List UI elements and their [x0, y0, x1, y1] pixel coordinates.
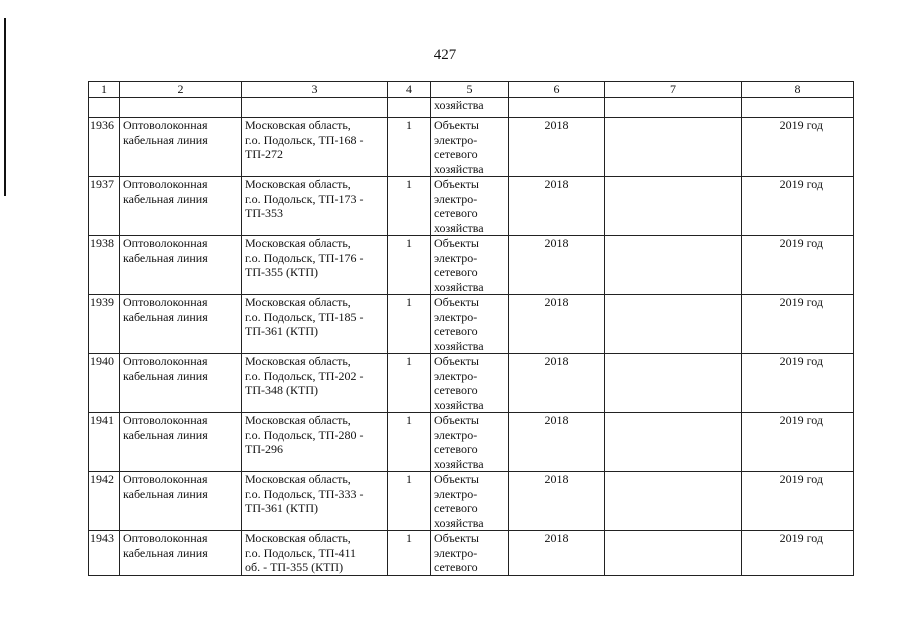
row-number-cell: 1940	[89, 354, 120, 413]
table-row	[89, 118, 854, 177]
object-name-line: кабельная линия	[123, 368, 208, 383]
address-line: ТП-348 (КТП)	[245, 383, 318, 397]
address-cell	[242, 177, 388, 236]
address-line: Московская область,	[245, 295, 351, 309]
continuation-cell-1	[89, 98, 120, 118]
scan-edge-mark	[4, 18, 6, 196]
table-row	[89, 354, 854, 413]
year-cell: 2018	[509, 413, 605, 472]
address-line: Московская область,	[245, 177, 351, 191]
object-name-cell	[120, 413, 242, 472]
address-line: Московская область,	[245, 354, 351, 368]
object-type-line: электро-	[434, 309, 478, 324]
year-cell: 2018	[509, 177, 605, 236]
object-name-line: кабельная линия	[123, 250, 208, 265]
term-cell: 2019 год	[742, 295, 854, 354]
address-line: Московская область,	[245, 413, 351, 427]
object-type-line: сетевого	[434, 265, 478, 279]
quantity-cell: 1	[388, 177, 431, 236]
object-type-cell	[431, 354, 509, 413]
page-number: 427	[433, 47, 457, 63]
address-cell	[242, 236, 388, 295]
object-type-line: хозяйства	[434, 456, 484, 471]
address-line: г.о. Подольск, ТП-411	[245, 545, 356, 560]
quantity-cell: 1	[388, 118, 431, 177]
address-line: г.о. Подольск, ТП-168 -	[245, 132, 364, 147]
object-name-cell	[120, 177, 242, 236]
object-type-line: сетевого	[434, 147, 478, 161]
object-type-line: электро-	[434, 427, 478, 442]
object-name-line: Оптоволоконная	[123, 354, 208, 368]
continuation-cell-4	[388, 98, 431, 118]
object-type-line: хозяйства	[434, 220, 484, 235]
row-number-cell: 1937	[89, 177, 120, 236]
object-name-line: Оптоволоконная	[123, 472, 208, 486]
object-type-line: Объекты	[434, 236, 479, 250]
address-line: об. - ТП-355 (КТП)	[245, 560, 344, 574]
row-number-cell: 1943	[89, 531, 120, 576]
table-row	[89, 177, 854, 236]
column-7-cell	[605, 531, 742, 576]
row-number-cell: 1939	[89, 295, 120, 354]
object-type-line: сетевого	[434, 501, 478, 515]
quantity-cell: 1	[388, 236, 431, 295]
object-name-cell	[120, 472, 242, 531]
term-cell: 2019 год	[742, 472, 854, 531]
address-line: г.о. Подольск, ТП-333 -	[245, 486, 364, 501]
header-cell-1: 1	[89, 82, 120, 98]
address-cell	[242, 295, 388, 354]
year-cell: 2018	[509, 531, 605, 576]
object-type-line: электро-	[434, 545, 478, 560]
address-line: г.о. Подольск, ТП-185 -	[245, 309, 364, 324]
table-row	[89, 413, 854, 472]
header-cell-6: 6	[509, 82, 605, 98]
object-type-cell	[431, 177, 509, 236]
object-name-line: Оптоволоконная	[123, 531, 208, 545]
quantity-cell: 1	[388, 354, 431, 413]
header-row	[89, 82, 854, 98]
column-7-cell	[605, 354, 742, 413]
object-name-cell	[120, 295, 242, 354]
object-name-cell	[120, 236, 242, 295]
continuation-cell-2	[120, 98, 242, 118]
table-row	[89, 472, 854, 531]
term-cell: 2019 год	[742, 354, 854, 413]
object-name-line: кабельная линия	[123, 545, 208, 560]
object-type-line: сетевого	[434, 560, 478, 574]
column-7-cell	[605, 236, 742, 295]
object-type-line: сетевого	[434, 206, 478, 220]
column-7-cell	[605, 177, 742, 236]
object-type-line: электро-	[434, 132, 478, 147]
address-line: ТП-272	[245, 147, 283, 161]
continuation-cell-7	[605, 98, 742, 118]
object-type-line: Объекты	[434, 177, 479, 191]
header-cell-5: 5	[431, 82, 509, 98]
object-name-cell	[120, 531, 242, 576]
address-cell	[242, 472, 388, 531]
address-line: ТП-355 (КТП)	[245, 265, 318, 279]
address-line: Московская область,	[245, 531, 351, 545]
object-type-line: Объекты	[434, 413, 479, 427]
object-type-line: сетевого	[434, 442, 478, 456]
address-line: ТП-296	[245, 442, 283, 456]
object-name-line: кабельная линия	[123, 132, 208, 147]
table-row	[89, 531, 854, 576]
address-cell	[242, 413, 388, 472]
object-type-cell	[431, 118, 509, 177]
row-number-cell: 1936	[89, 118, 120, 177]
column-7-cell	[605, 118, 742, 177]
year-cell: 2018	[509, 295, 605, 354]
object-name-line: Оптоволоконная	[123, 413, 208, 427]
term-cell: 2019 год	[742, 236, 854, 295]
quantity-cell: 1	[388, 413, 431, 472]
quantity-cell: 1	[388, 295, 431, 354]
address-line: г.о. Подольск, ТП-176 -	[245, 250, 364, 265]
object-type-line: хозяйства	[434, 397, 484, 412]
object-type-cell	[431, 472, 509, 531]
row-number-cell: 1938	[89, 236, 120, 295]
quantity-cell: 1	[388, 531, 431, 576]
object-type-cell	[431, 295, 509, 354]
object-type-line: электро-	[434, 486, 478, 501]
continuation-cell-8	[742, 98, 854, 118]
year-cell: 2018	[509, 354, 605, 413]
object-name-line: Оптоволоконная	[123, 295, 208, 309]
object-type-line: электро-	[434, 368, 478, 383]
object-name-line: кабельная линия	[123, 191, 208, 206]
object-type-cell	[431, 531, 509, 576]
address-cell	[242, 531, 388, 576]
term-cell: 2019 год	[742, 118, 854, 177]
address-cell	[242, 118, 388, 177]
object-name-line: Оптоволоконная	[123, 177, 208, 191]
object-type-line: Объекты	[434, 295, 479, 309]
object-type-line: хозяйства	[434, 279, 484, 294]
column-7-cell	[605, 472, 742, 531]
object-type-line: сетевого	[434, 324, 478, 338]
address-line: ТП-361 (КТП)	[245, 324, 318, 338]
year-cell: 2018	[509, 472, 605, 531]
header-cell-2: 2	[120, 82, 242, 98]
object-name-line: Оптоволоконная	[123, 236, 208, 250]
address-line: ТП-361 (КТП)	[245, 501, 318, 515]
header-cell-4: 4	[388, 82, 431, 98]
object-type-line: хозяйства	[434, 515, 484, 530]
object-name-cell	[120, 354, 242, 413]
address-cell	[242, 354, 388, 413]
object-type-line: электро-	[434, 191, 478, 206]
header-cell-7: 7	[605, 82, 742, 98]
year-cell: 2018	[509, 236, 605, 295]
object-type-cell	[431, 236, 509, 295]
address-line: ТП-353	[245, 206, 283, 220]
row-number-cell: 1942	[89, 472, 120, 531]
term-cell: 2019 год	[742, 531, 854, 576]
continuation-cell-5: хозяйства	[431, 98, 509, 118]
object-type-line: Объекты	[434, 472, 479, 486]
column-7-cell	[605, 295, 742, 354]
column-7-cell	[605, 413, 742, 472]
continuation-cell-3	[242, 98, 388, 118]
object-type-line: Объекты	[434, 118, 479, 132]
object-type-line: Объекты	[434, 531, 479, 545]
address-line: г.о. Подольск, ТП-202 -	[245, 368, 364, 383]
registry-table	[88, 81, 854, 576]
continuation-cell-6	[509, 98, 605, 118]
address-line: Московская область,	[245, 236, 351, 250]
table-row	[89, 236, 854, 295]
object-name-line: кабельная линия	[123, 309, 208, 324]
year-cell: 2018	[509, 118, 605, 177]
continuation-row	[89, 98, 854, 118]
object-name-line: Оптоволоконная	[123, 118, 208, 132]
object-name-line: кабельная линия	[123, 427, 208, 442]
header-cell-3: 3	[242, 82, 388, 98]
object-type-line: Объекты	[434, 354, 479, 368]
row-number-cell: 1941	[89, 413, 120, 472]
object-type-line: электро-	[434, 250, 478, 265]
address-line: г.о. Подольск, ТП-173 -	[245, 191, 364, 206]
header-cell-8: 8	[742, 82, 854, 98]
object-type-cell	[431, 413, 509, 472]
object-type-line: хозяйства	[434, 338, 484, 353]
term-cell: 2019 год	[742, 413, 854, 472]
object-name-cell	[120, 118, 242, 177]
address-line: Московская область,	[245, 472, 351, 486]
table-row	[89, 295, 854, 354]
object-type-line: сетевого	[434, 383, 478, 397]
object-name-line: кабельная линия	[123, 486, 208, 501]
address-line: Московская область,	[245, 118, 351, 132]
registry-table-body	[89, 82, 854, 576]
address-line: г.о. Подольск, ТП-280 -	[245, 427, 364, 442]
term-cell: 2019 год	[742, 177, 854, 236]
quantity-cell: 1	[388, 472, 431, 531]
object-type-line: хозяйства	[434, 161, 484, 176]
